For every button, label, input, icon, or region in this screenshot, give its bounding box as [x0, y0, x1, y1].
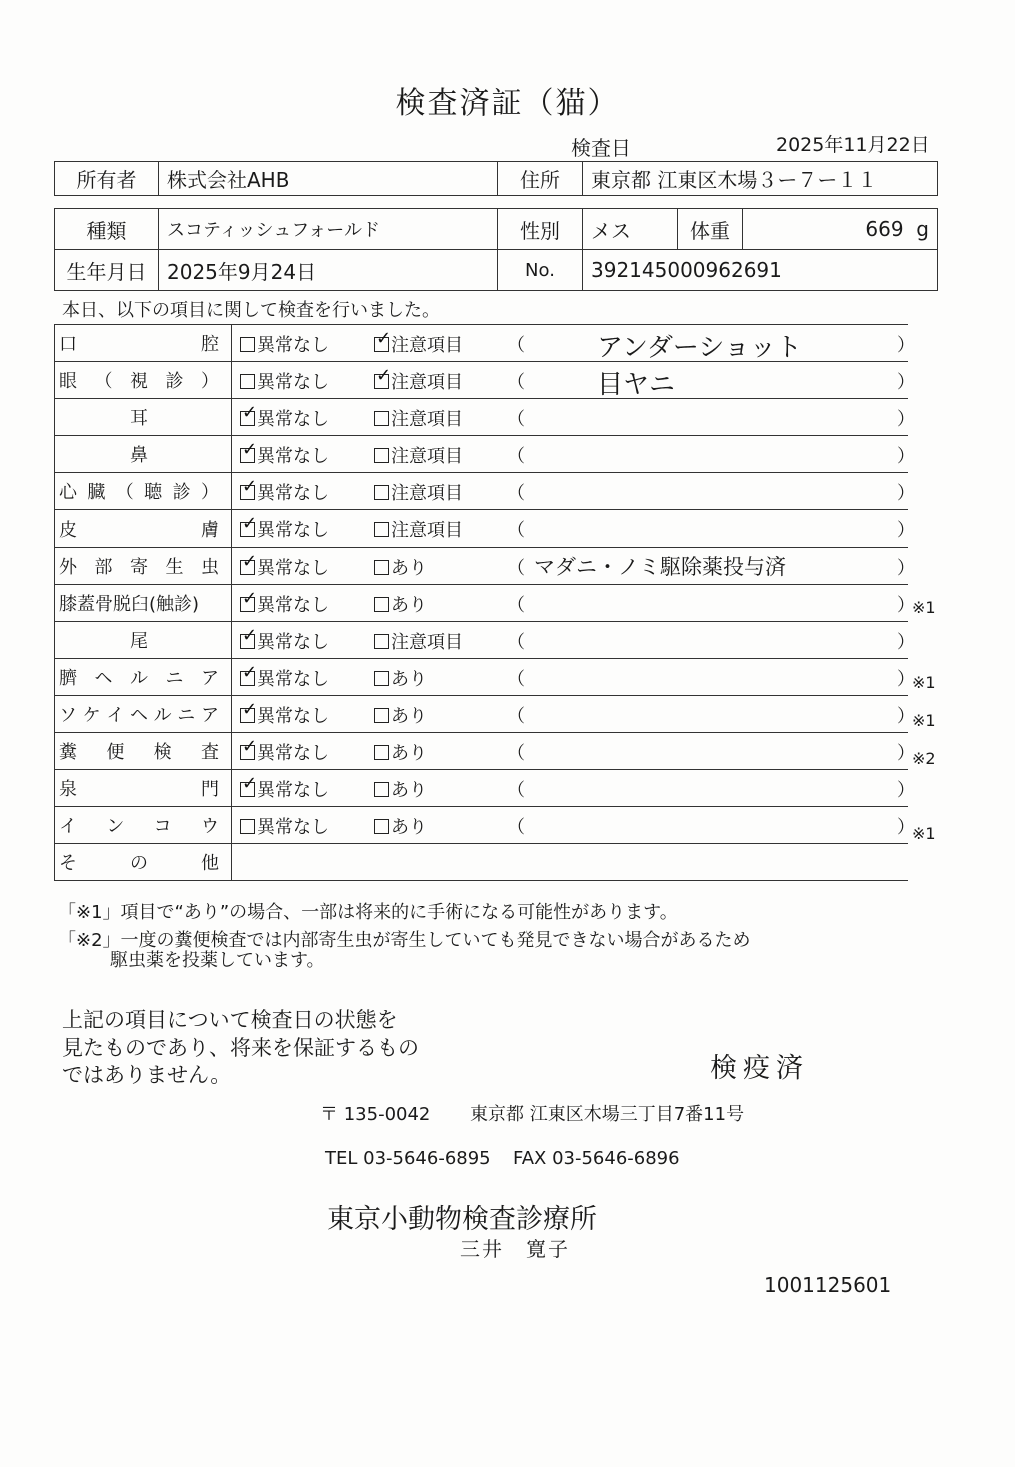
sex-value: メス [583, 209, 678, 250]
check-item-text: 口 腔 [59, 334, 219, 356]
checkbox-icon[interactable] [374, 782, 389, 797]
option-normal[interactable] [240, 739, 329, 765]
check-item-label [55, 362, 232, 399]
option-label: あり [391, 557, 427, 579]
exam-date: 2025年11月22日 [776, 134, 930, 156]
option-normal[interactable] [240, 776, 329, 802]
open-paren: （ [507, 520, 525, 542]
check-item-text: イ ン コ ウ [59, 816, 219, 838]
option-label: 異常なし [257, 557, 329, 579]
checkbox-icon[interactable] [374, 597, 389, 612]
check-item-label [55, 658, 232, 695]
option-label: 注意項目 [391, 372, 463, 394]
option-caution[interactable] [374, 776, 427, 802]
close-paren: ） [897, 817, 915, 839]
checkbox-icon[interactable] [374, 522, 389, 537]
checkbox-icon[interactable] [374, 745, 389, 760]
check-options [232, 733, 915, 770]
option-caution[interactable] [374, 405, 463, 431]
option-label: 異常なし [257, 446, 329, 468]
option-caution[interactable] [374, 516, 463, 542]
check-item-label [55, 510, 232, 547]
checkbox-icon[interactable] [374, 411, 389, 426]
check-item-label [55, 399, 232, 436]
open-paren: （ [507, 594, 525, 616]
close-paren: ） [897, 743, 915, 765]
birth-label: 生年月日 [55, 250, 159, 291]
footnote-mark: ※2 [912, 748, 936, 768]
checked-checkbox-icon[interactable] [240, 708, 255, 723]
check-item-text: 心 臓 （ 聴 診 ） [59, 482, 219, 504]
option-label: 異常なし [257, 780, 329, 802]
check-options [232, 807, 915, 844]
check-item-text: 外 部 寄 生 虫 [59, 556, 219, 578]
check-options [232, 584, 915, 621]
owner-value: 株式会社AHB [159, 162, 498, 196]
check-item-text: 泉 門 [59, 779, 219, 801]
check-options [232, 325, 915, 363]
option-caution[interactable] [374, 591, 427, 617]
check-item-text: 糞 便 検 査 [59, 742, 219, 764]
check-row [55, 510, 909, 547]
check-row [55, 807, 909, 844]
option-caution[interactable] [374, 628, 463, 654]
pet-table [54, 208, 938, 291]
check-options [232, 547, 915, 584]
check-options [232, 362, 915, 401]
breed-label: 種類 [55, 209, 159, 250]
check-note: アンダーショット [597, 333, 802, 363]
sex-label: 性別 [498, 209, 583, 250]
option-label: 異常なし [257, 817, 329, 839]
option-normal[interactable] [240, 702, 329, 728]
option-normal[interactable] [240, 591, 329, 617]
option-caution[interactable] [374, 702, 427, 728]
checked-checkbox-icon[interactable] [240, 485, 255, 500]
option-label: あり [391, 743, 427, 765]
option-label: 異常なし [257, 705, 329, 727]
owner-table [54, 161, 938, 196]
check-note: マダニ・ノミ駆除薬投与済 [534, 554, 786, 579]
checkbox-icon[interactable] [374, 634, 389, 649]
close-paren: ） [897, 705, 915, 727]
check-note: 目ヤニ [597, 370, 676, 401]
option-label: 異常なし [257, 668, 329, 690]
check-item-label [55, 325, 232, 362]
clinic-address: 東京都 江東区木場三丁目7番11号 [470, 1104, 745, 1125]
open-paren: （ [507, 335, 525, 356]
option-label: 異常なし [257, 335, 329, 356]
check-options [232, 436, 915, 473]
check-item-label [55, 473, 232, 510]
option-normal[interactable] [240, 813, 329, 839]
footnote-mark: ※1 [912, 711, 936, 730]
check-row [55, 584, 909, 621]
document-title: 検査済証（猫） [395, 86, 620, 121]
check-options [232, 621, 915, 658]
check-row [55, 547, 909, 584]
address-label: 住所 [498, 162, 583, 196]
option-label: あり [391, 705, 427, 727]
option-caution[interactable] [374, 331, 463, 357]
birth-value: 2025年9月24日 [159, 250, 498, 291]
open-paren: （ [507, 446, 525, 468]
postal-code: 〒 135-0042 [320, 1104, 431, 1125]
check-item-label [55, 584, 232, 621]
check-row [55, 770, 909, 807]
check-item-label [55, 695, 232, 732]
check-row [55, 733, 909, 770]
check-item-text: 眼 （ 視 診 ） [59, 371, 219, 393]
option-label: あり [391, 817, 427, 839]
check-row [55, 399, 909, 436]
close-paren: ） [897, 446, 915, 468]
checkbox-icon[interactable] [374, 560, 389, 575]
option-caution[interactable] [374, 665, 427, 691]
checked-checkbox-icon[interactable] [240, 560, 255, 575]
checkbox-icon[interactable] [240, 374, 255, 389]
close-paren: ） [897, 335, 915, 356]
option-normal[interactable] [240, 665, 329, 691]
clinic-name: 東京小動物検査診療所 [327, 1204, 597, 1235]
statement-line-1: 上記の項目について検査日の状態を [62, 1008, 398, 1032]
weight-value: 669 [865, 217, 904, 241]
no-label: No. [498, 250, 583, 291]
option-caution[interactable] [374, 813, 427, 839]
close-paren: ） [897, 668, 915, 690]
check-item-label [55, 436, 232, 473]
option-normal[interactable] [240, 331, 329, 357]
weight-cell [743, 209, 938, 250]
option-caution[interactable] [374, 479, 463, 505]
clinic-fax: FAX 03-5646-6896 [513, 1148, 680, 1169]
check-row [55, 325, 909, 362]
check-row [55, 436, 909, 473]
check-item-label [55, 844, 232, 881]
close-paren: ） [897, 557, 915, 579]
close-paren: ） [897, 483, 915, 505]
option-caution[interactable] [374, 442, 463, 468]
option-normal[interactable] [240, 554, 329, 580]
check-options [232, 399, 915, 436]
open-paren: （ [507, 409, 525, 431]
checkbox-icon[interactable] [374, 485, 389, 500]
option-caution[interactable] [374, 554, 427, 580]
check-row [55, 844, 909, 881]
option-label: 異常なし [257, 594, 329, 616]
checked-checkbox-icon[interactable] [240, 634, 255, 649]
option-label: 注意項目 [391, 446, 463, 468]
serial-number: 1001125601 [764, 1273, 892, 1297]
open-paren: （ [507, 483, 525, 505]
footnote-1: 「※1」項目で“あり”の場合、一部は将来的に手術になる可能性があります。 [58, 902, 678, 923]
checked-checkbox-icon[interactable] [240, 745, 255, 760]
open-paren: （ [507, 631, 525, 653]
intro-text: 本日、以下の項目に関して検査を行いました。 [62, 300, 440, 321]
option-caution[interactable] [374, 739, 427, 765]
option-label: 異常なし [257, 483, 329, 505]
open-paren: （ [507, 557, 525, 579]
check-options [232, 770, 915, 807]
checkbox-icon[interactable] [240, 819, 255, 834]
checked-checkbox-icon[interactable] [374, 374, 389, 389]
open-paren: （ [507, 668, 525, 690]
close-paren: ） [897, 631, 915, 653]
close-paren: ） [897, 409, 915, 431]
option-normal[interactable] [240, 479, 329, 505]
checked-checkbox-icon[interactable] [240, 671, 255, 686]
checked-checkbox-icon[interactable] [240, 522, 255, 537]
open-paren: （ [507, 743, 525, 765]
open-paren: （ [507, 372, 525, 394]
footnote-2-cont: 駆虫薬を投薬しています。 [110, 950, 325, 971]
weight-unit: g [916, 217, 929, 241]
check-item-text: 臍 ヘ ル ニ ア [59, 667, 219, 689]
close-paren: ） [897, 372, 915, 394]
option-label: 異常なし [257, 743, 329, 765]
option-normal[interactable] [240, 442, 329, 468]
check-options [232, 695, 915, 732]
checkbox-icon[interactable] [240, 337, 255, 352]
check-options [232, 510, 915, 547]
check-item-text: ソ ケ イ ヘ ル ニ ア [59, 704, 219, 726]
check-item-text: 尾 [130, 630, 148, 652]
check-options [232, 473, 915, 510]
option-normal[interactable] [240, 628, 329, 654]
option-label: 注意項目 [391, 483, 463, 505]
option-label: 注意項目 [391, 335, 463, 356]
no-value: 392145000962691 [583, 250, 938, 291]
close-paren: ） [897, 594, 915, 616]
option-normal[interactable] [240, 516, 329, 542]
owner-label: 所有者 [55, 162, 159, 196]
checks-table [54, 324, 915, 881]
check-row [55, 658, 909, 695]
option-label: 異常なし [257, 631, 329, 653]
option-label: あり [391, 594, 427, 616]
checked-checkbox-icon[interactable] [240, 782, 255, 797]
check-row [55, 621, 909, 658]
address-value: 東京都 江東区木場３ー７ー１１ [583, 162, 938, 196]
close-paren: ） [897, 520, 915, 542]
footnote-mark: ※1 [912, 598, 936, 618]
checked-checkbox-icon[interactable] [240, 411, 255, 426]
checked-checkbox-icon[interactable] [374, 337, 389, 352]
check-item-label [55, 807, 232, 844]
checkbox-icon[interactable] [374, 671, 389, 686]
checked-checkbox-icon[interactable] [240, 597, 255, 612]
option-caution[interactable] [374, 368, 463, 394]
check-options [232, 844, 909, 881]
option-label: 異常なし [257, 520, 329, 542]
checkbox-icon[interactable] [374, 708, 389, 723]
check-item-text: 鼻 [130, 445, 148, 467]
option-label: 注意項目 [391, 409, 463, 431]
close-paren: ） [897, 780, 915, 802]
open-paren: （ [507, 817, 525, 839]
check-row [55, 362, 909, 399]
checkbox-icon[interactable] [374, 448, 389, 463]
footnote-mark: ※1 [912, 823, 936, 843]
checked-checkbox-icon[interactable] [240, 448, 255, 463]
open-paren: （ [507, 780, 525, 802]
check-item-text: 皮 膚 [59, 519, 219, 541]
check-row [55, 695, 909, 732]
breed-value: スコティッシュフォールド [159, 209, 498, 250]
footnote-2: 「※2」一度の糞便検査では内部寄生虫が寄生していても発見できない場合があるため [58, 930, 751, 951]
doctor-name: 三井 寛子 [460, 1237, 570, 1261]
check-item-label [55, 547, 232, 584]
check-item-text: そ の 他 [59, 853, 219, 875]
checkbox-icon[interactable] [374, 819, 389, 834]
statement-line-2: 見たものであり、将来を保証するもの [62, 1036, 419, 1060]
check-item-label [55, 733, 232, 770]
option-label: あり [391, 668, 427, 690]
clinic-tel: TEL 03-5646-6895 [325, 1148, 491, 1169]
option-normal[interactable] [240, 405, 329, 431]
option-normal[interactable] [240, 368, 329, 394]
option-label: 異常なし [257, 409, 329, 431]
quarantine-stamp: 検疫済 [710, 1053, 809, 1084]
option-label: あり [391, 780, 427, 802]
option-label: 注意項目 [391, 631, 463, 653]
option-label: 異常なし [257, 372, 329, 394]
exam-date-label: 検査日 [571, 136, 631, 160]
statement-line-3: ではありません。 [62, 1063, 232, 1087]
check-item-label [55, 621, 232, 658]
open-paren: （ [507, 705, 525, 727]
check-item-text: 耳 [130, 408, 148, 430]
option-label: 注意項目 [391, 520, 463, 542]
check-options [232, 658, 915, 695]
check-row [55, 473, 909, 510]
weight-label: 体重 [678, 209, 743, 250]
footnote-mark: ※1 [912, 673, 936, 693]
check-item-text: 膝蓋骨脱臼(触診) [59, 593, 200, 615]
check-item-label [55, 770, 232, 807]
